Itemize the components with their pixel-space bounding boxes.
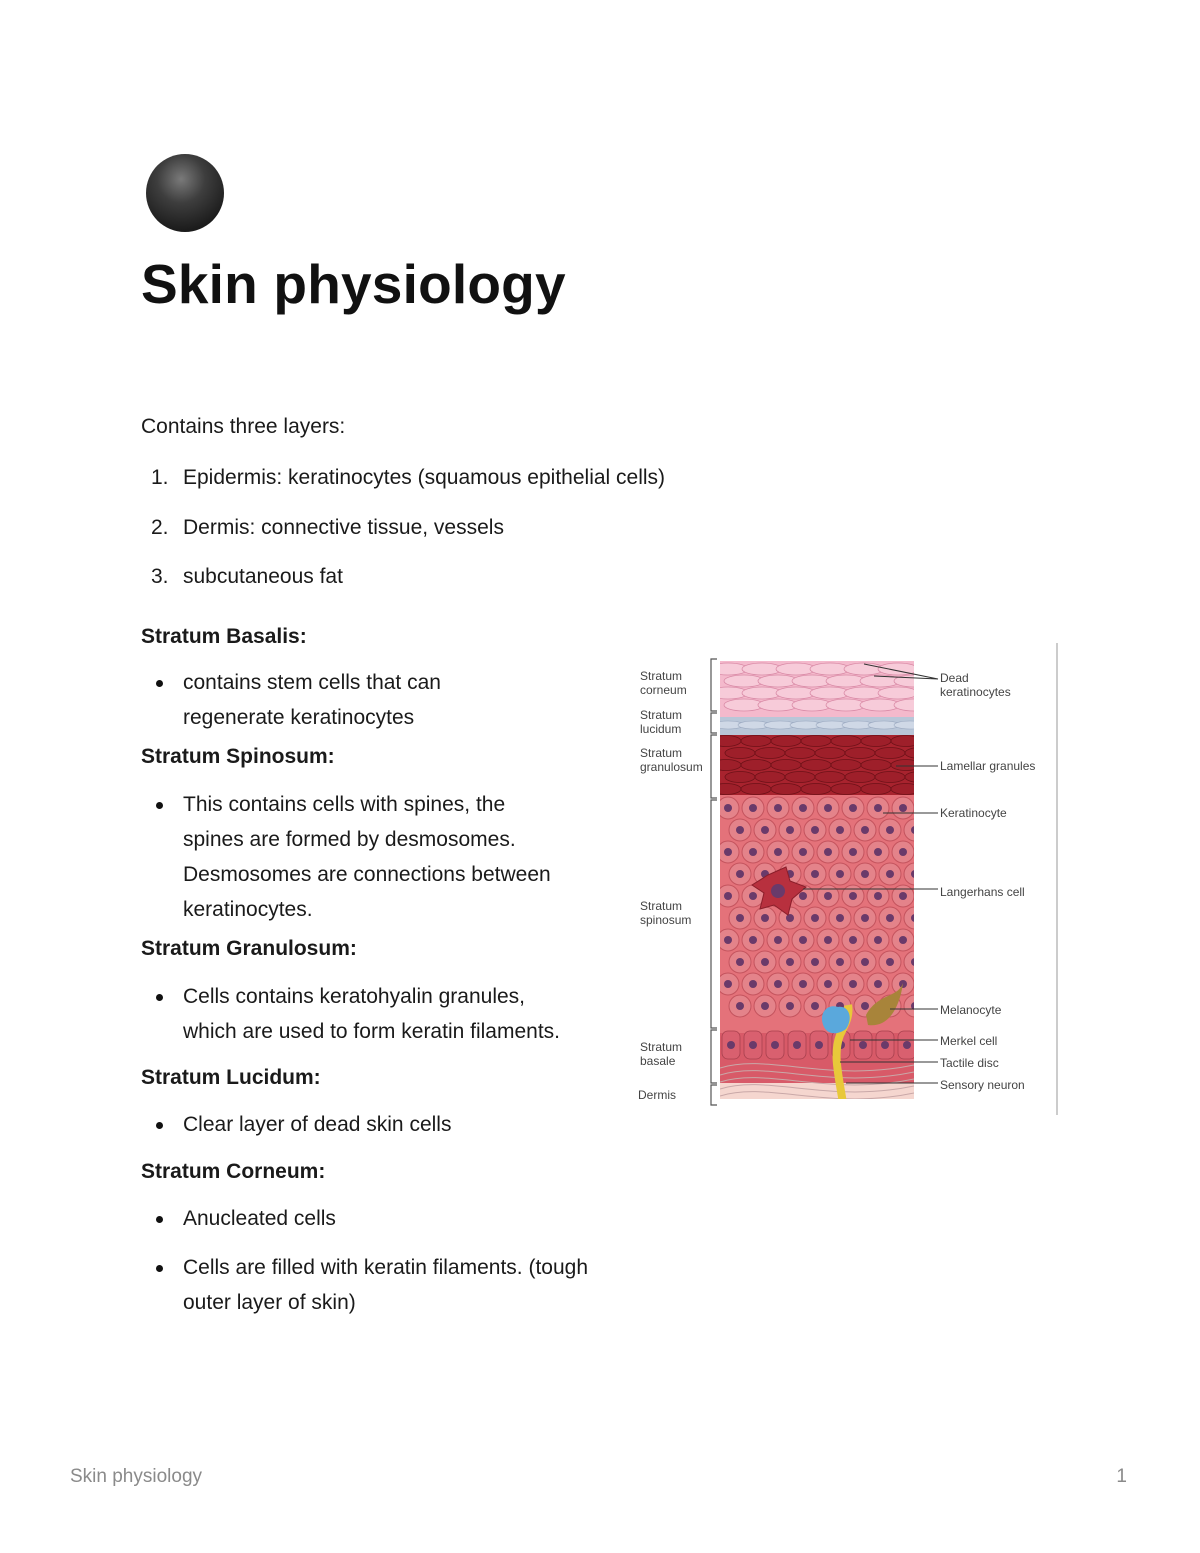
label-corneum: Stratum corneum [640,669,687,697]
label-sensory-neuron: Sensory neuron [940,1078,1025,1092]
cell-nucleus [861,1002,869,1010]
left-labels [638,669,703,1102]
cell-nucleus [793,1041,801,1049]
cell-nucleus [786,914,794,922]
label-dermis: Dermis [638,1088,676,1102]
cell-nucleus [874,936,882,944]
cell-nucleus [874,804,882,812]
granular-cell [771,760,801,771]
list-item: 3. subcutaneous fat [151,565,343,588]
cell-nucleus [811,870,819,878]
dead-keratinocyte [894,699,934,711]
cell-nucleus [811,914,819,922]
cell-nucleus [749,936,757,944]
cell-nucleus [774,804,782,812]
cell-nucleus [861,870,869,878]
granular-cell [845,748,875,759]
cell-nucleus [786,826,794,834]
granular-cell [801,736,831,747]
dead-keratinocyte [878,663,918,675]
granular-cell [861,784,891,795]
cell-nucleus [911,870,919,878]
label-dead-keratinocytes: Dead keratinocytes [940,671,1011,699]
intro-text: Contains three layers: [141,415,346,438]
cell-nucleus [749,980,757,988]
cell-nucleus [736,826,744,834]
cell-nucleus [799,936,807,944]
cell-nucleus [724,848,732,856]
cell-nucleus [724,892,732,900]
granular-cell [711,760,741,771]
left-brackets [711,659,717,1105]
label-lamellar-granules: Lamellar granules [940,759,1036,773]
cell-nucleus [771,884,785,898]
cell-nucleus [799,980,807,988]
cell-nucleus [886,870,894,878]
keratinocyte-cell [904,995,926,1017]
dead-keratinocyte [878,687,918,699]
granular-cell [815,772,845,783]
granular-cell [785,748,815,759]
cell-nucleus [736,870,744,878]
cell-nucleus [911,826,919,834]
granular-cell [875,772,905,783]
granular-cell [815,748,845,759]
merkel-cell-shape [822,1006,850,1033]
cell-nucleus [859,1041,867,1049]
section-heading: Stratum Corneum: [141,1159,326,1183]
cell-nucleus [886,914,894,922]
cell-nucleus [736,1002,744,1010]
label-melanocyte: Melanocyte [940,1003,1002,1017]
granular-cell [845,772,875,783]
cell-nucleus [786,1002,794,1010]
bullet-list [141,979,581,1050]
cell-nucleus [874,848,882,856]
cell-nucleus [811,958,819,966]
granular-cell [831,736,861,747]
granular-cell [785,772,815,783]
cell-nucleus [749,892,757,900]
keratinocyte-cell [904,907,926,929]
label-tactile-disc: Tactile disc [940,1056,999,1070]
granular-cell [831,760,861,771]
cell-nucleus [736,958,744,966]
label-langerhans-cell: Langerhans cell [940,885,1025,899]
cell-nucleus [824,980,832,988]
cell-nucleus [849,804,857,812]
cell-nucleus [903,1041,911,1049]
strata-sections [141,622,591,1321]
granular-cell [861,760,891,771]
granular-cell [725,748,755,759]
section-heading: Stratum Basalis: [141,625,307,648]
granular-cell [771,736,801,747]
list-item: Cells are filled with keratin filaments. (tough outer layer of skin) [141,1250,591,1321]
page-icon [146,154,224,232]
cell-nucleus [881,1041,889,1049]
tissue-layers [708,661,935,1103]
keratinocyte-cell [904,863,926,885]
cell-nucleus [836,958,844,966]
cell-nucleus [861,914,869,922]
granular-cell [741,736,771,747]
cell-nucleus [824,936,832,944]
list-item: Anucleated cells [141,1201,591,1236]
cell-nucleus [786,958,794,966]
cell-nucleus [886,826,894,834]
layers-list [141,464,665,613]
cell-nucleus [836,914,844,922]
cell-nucleus [761,914,769,922]
cell-nucleus [824,804,832,812]
granular-cell [891,736,921,747]
cell-nucleus [761,958,769,966]
cell-nucleus [836,826,844,834]
granular-cell [771,784,801,795]
cell-nucleus [899,848,907,856]
granular-cell [861,736,891,747]
label-basale: Stratum basale [640,1040,683,1068]
list-item: Cells contains keratohyalin granules, which are used to form keratin filaments. [141,979,581,1050]
bullet-list [141,1107,591,1142]
granular-cell [755,748,785,759]
cell-nucleus [911,914,919,922]
cell-nucleus [761,826,769,834]
keratinocyte-cell [904,819,926,841]
cell-nucleus [724,936,732,944]
cell-nucleus [861,958,869,966]
cell-nucleus [849,848,857,856]
cell-nucleus [771,1041,779,1049]
granular-cell [711,784,741,795]
list-item: This contains cells with spines, the spines are formed by desmosomes. Desmosomes are connections between keratinocytes. [141,787,571,928]
granular-cell [741,784,771,795]
label-merkel-cell: Merkel cell [940,1034,998,1048]
cell-nucleus [836,870,844,878]
cell-nucleus [861,826,869,834]
list-item: contains stem cells that can regenerate keratinocytes [141,665,461,736]
lucidum-cell [894,721,926,729]
granular-cell [801,760,831,771]
cell-nucleus [799,892,807,900]
cell-nucleus [774,848,782,856]
section-heading: Stratum Granulosum: [141,936,357,960]
granular-cell [801,784,831,795]
cell-nucleus [899,980,907,988]
cell-nucleus [824,848,832,856]
cell-nucleus [874,892,882,900]
list-item: 1. Epidermis: keratinocytes (squamous epithelial cells) [151,466,666,489]
cell-nucleus [749,848,757,856]
page-number: 1 [1116,1466,1127,1487]
label-lucidum: Stratum lucidum [640,708,683,736]
granular-cell [741,760,771,771]
cell-nucleus [736,914,744,922]
cell-nucleus [824,892,832,900]
cell-nucleus [749,804,757,812]
cell-nucleus [899,892,907,900]
cell-nucleus [811,826,819,834]
section-heading: Stratum Spinosum: [141,744,335,768]
list-item: 2. Dermis: connective tissue, vessels [151,515,504,539]
granular-cell [905,772,935,783]
cell-nucleus [727,1041,735,1049]
cell-nucleus [849,892,857,900]
cell-nucleus [799,848,807,856]
right-labels [940,671,1035,1092]
cell-nucleus [724,804,732,812]
cell-nucleus [849,936,857,944]
label-keratinocyte: Keratinocyte [940,806,1007,820]
cell-nucleus [815,1041,823,1049]
footer-title: Skin physiology [70,1466,203,1487]
granular-cell [891,784,921,795]
bullet-list [141,665,461,736]
cell-nucleus [811,1002,819,1010]
cell-nucleus [799,804,807,812]
label-granulosum: Stratum granulosum [640,746,703,774]
bullet-list [141,1201,591,1321]
granular-cell [831,784,861,795]
granular-cell [725,772,755,783]
cell-nucleus [774,980,782,988]
label-spinosum: Stratum spinosum [640,899,692,927]
section-heading: Stratum Lucidum: [141,1066,321,1090]
granular-cell [711,736,741,747]
granular-cell [905,748,935,759]
cell-nucleus [911,958,919,966]
skin-diagram [628,643,1060,1118]
skin-layers-figure [628,643,1060,1118]
list-item: Clear layer of dead skin cells [141,1107,591,1142]
keratinocyte-cell [904,951,926,973]
granular-cell [755,772,785,783]
cell-nucleus [899,804,907,812]
granular-cell [891,760,921,771]
cell-nucleus [724,980,732,988]
bullet-list [141,787,571,928]
cell-nucleus [886,958,894,966]
cell-nucleus [749,1041,757,1049]
cell-nucleus [849,980,857,988]
cell-nucleus [774,936,782,944]
cell-nucleus [761,1002,769,1010]
page-title: Skin physiology [141,253,566,315]
granular-cell [875,748,905,759]
cell-nucleus [874,980,882,988]
cell-nucleus [899,936,907,944]
